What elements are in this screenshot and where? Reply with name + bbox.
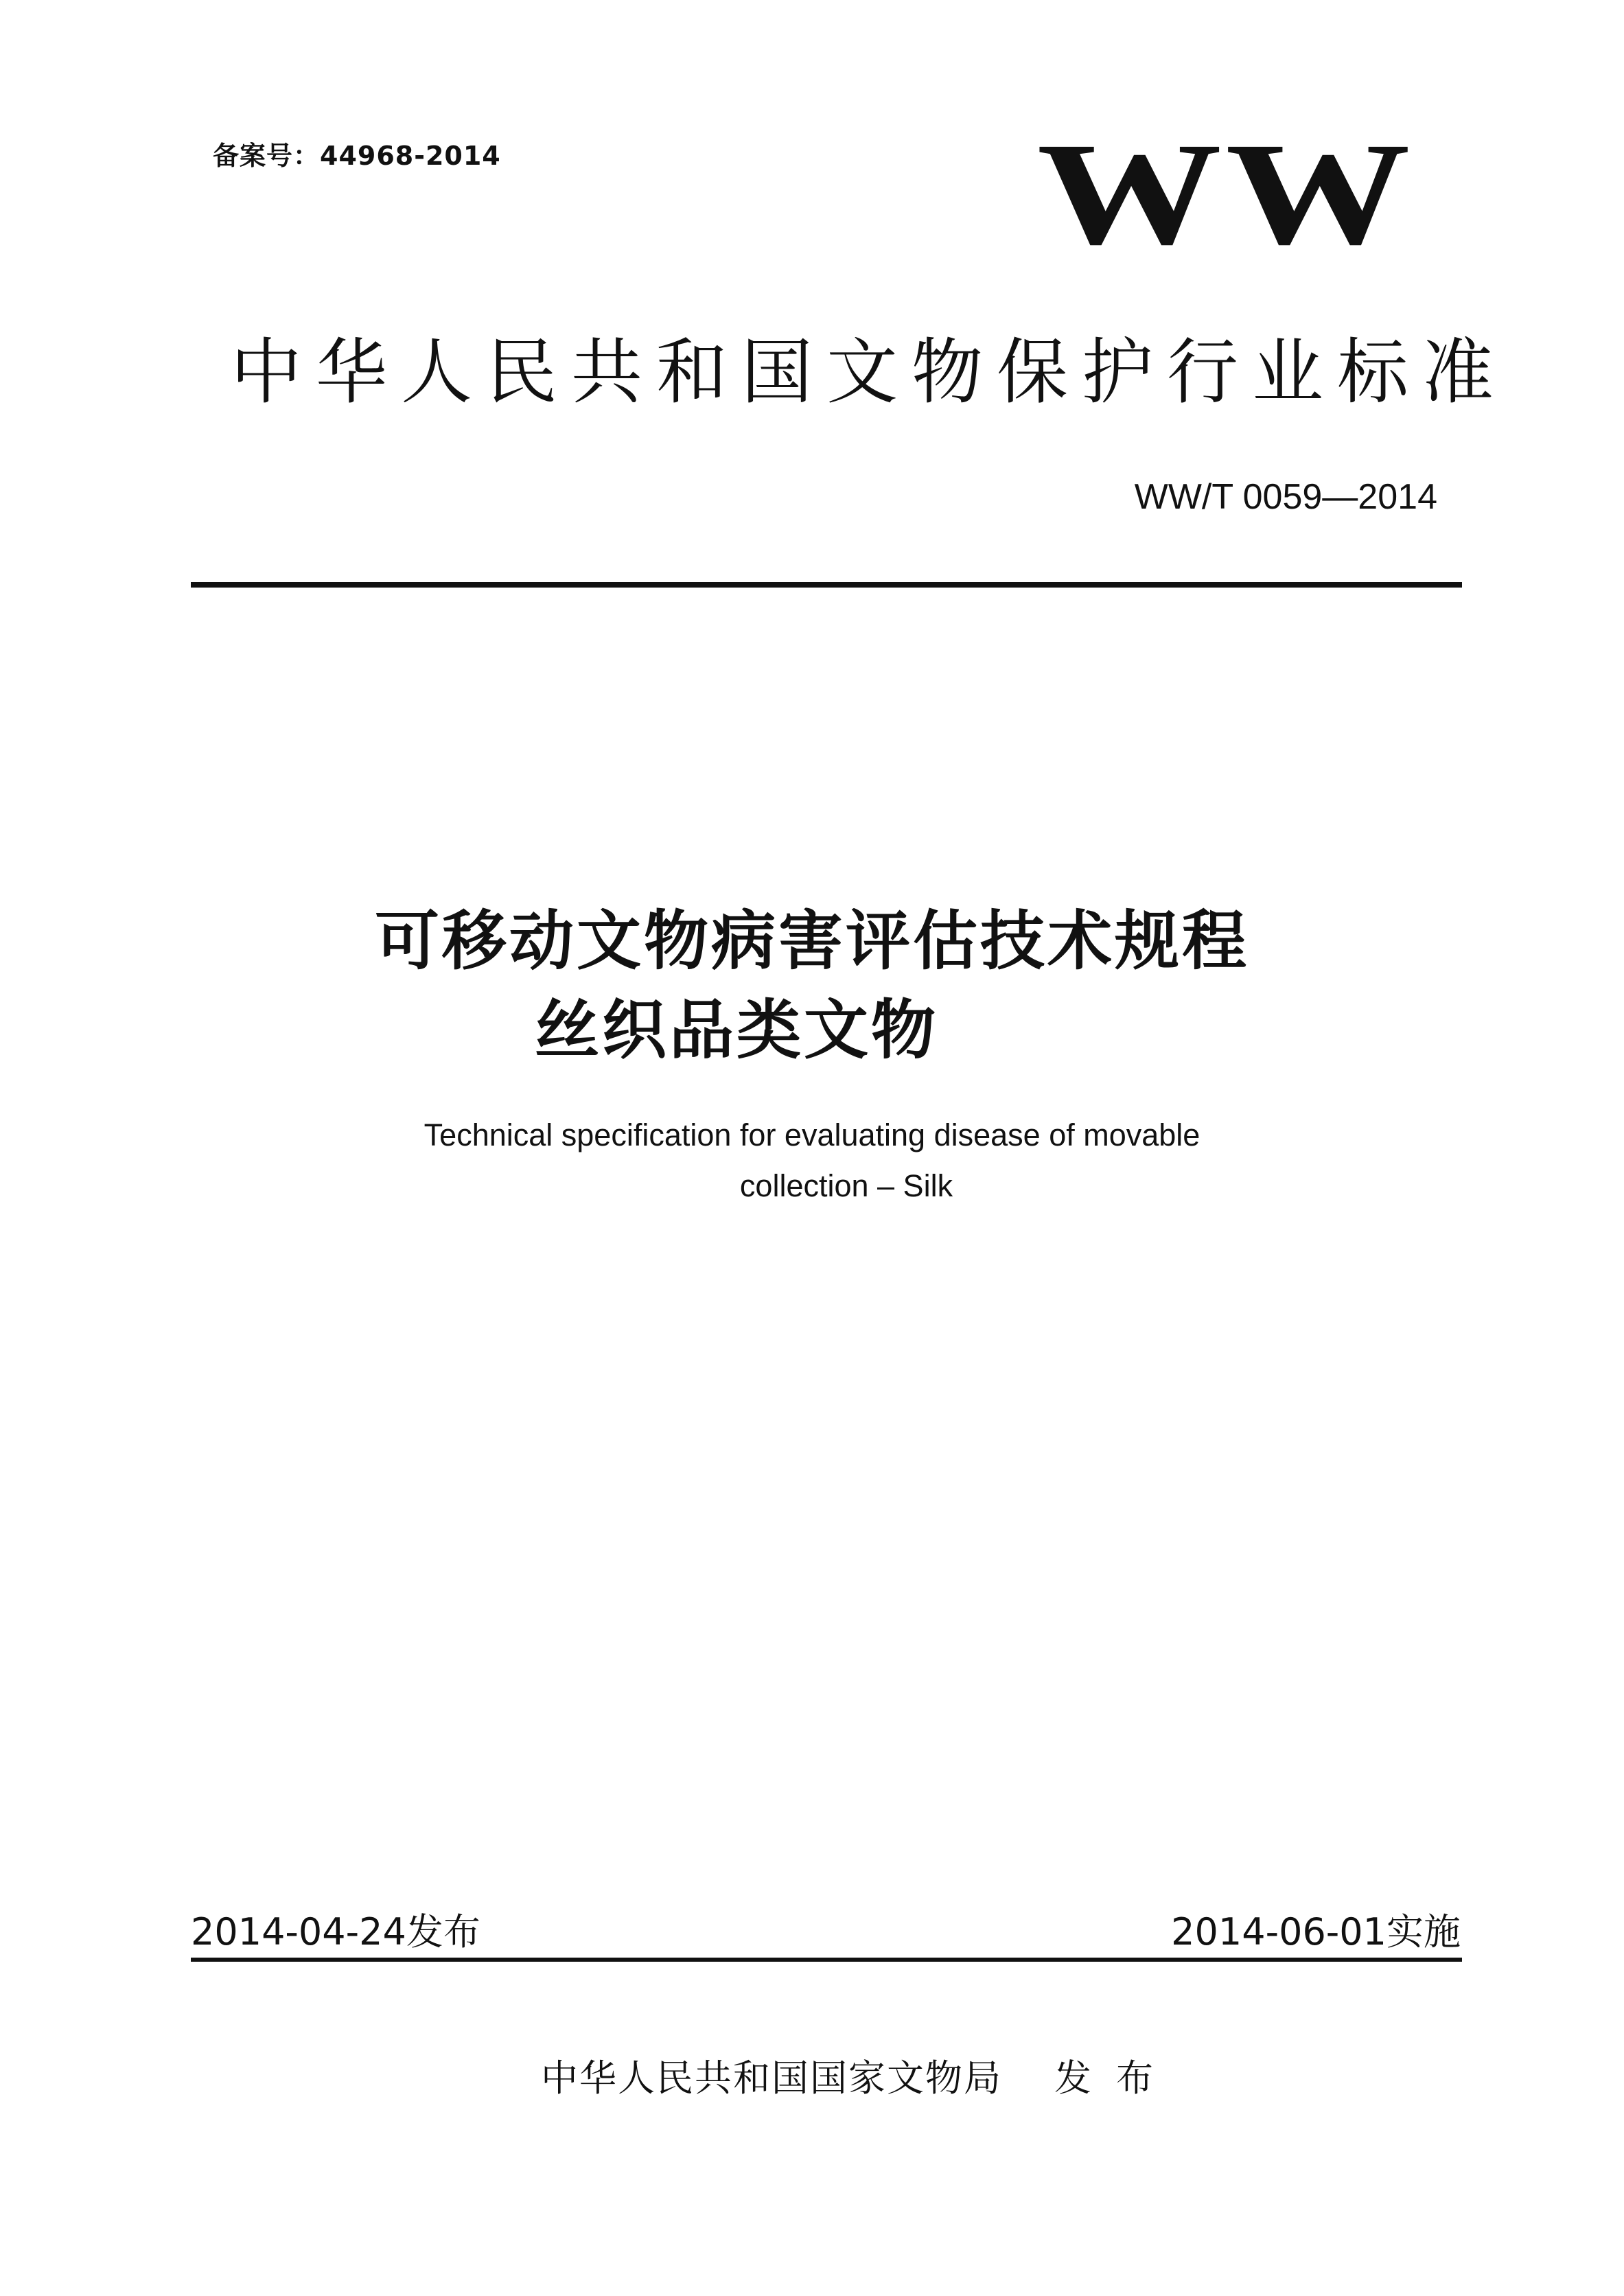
standard-category-title: 中华人民共和国文物保护行业标准 [231,330,1508,414]
publisher-name: 中华人民共和国国家文物局 [541,2056,1002,2100]
english-title-line-2: collection – Silk [739,1168,953,1203]
implementation-date: 2014-06-01实施 [1171,1910,1461,1953]
issue-date: 2014-04-24发布 [191,1910,480,1953]
document-title-line-1: 可移动文物病害评估技术规程 [374,904,1249,979]
english-title-line-1: Technical specification for evaluating disease of movable [424,1117,1200,1152]
header-divider [191,582,1462,588]
footer-divider [191,1958,1462,1962]
standard-logo: WW [1036,113,1414,275]
standard-code: WW/T 0059—2014 [1134,477,1437,517]
document-title-line-2: 丝织品类文物 [534,993,938,1068]
publish-label: 发布 [1054,2056,1178,2100]
record-number: 备案号：44968-2014 [213,141,501,171]
